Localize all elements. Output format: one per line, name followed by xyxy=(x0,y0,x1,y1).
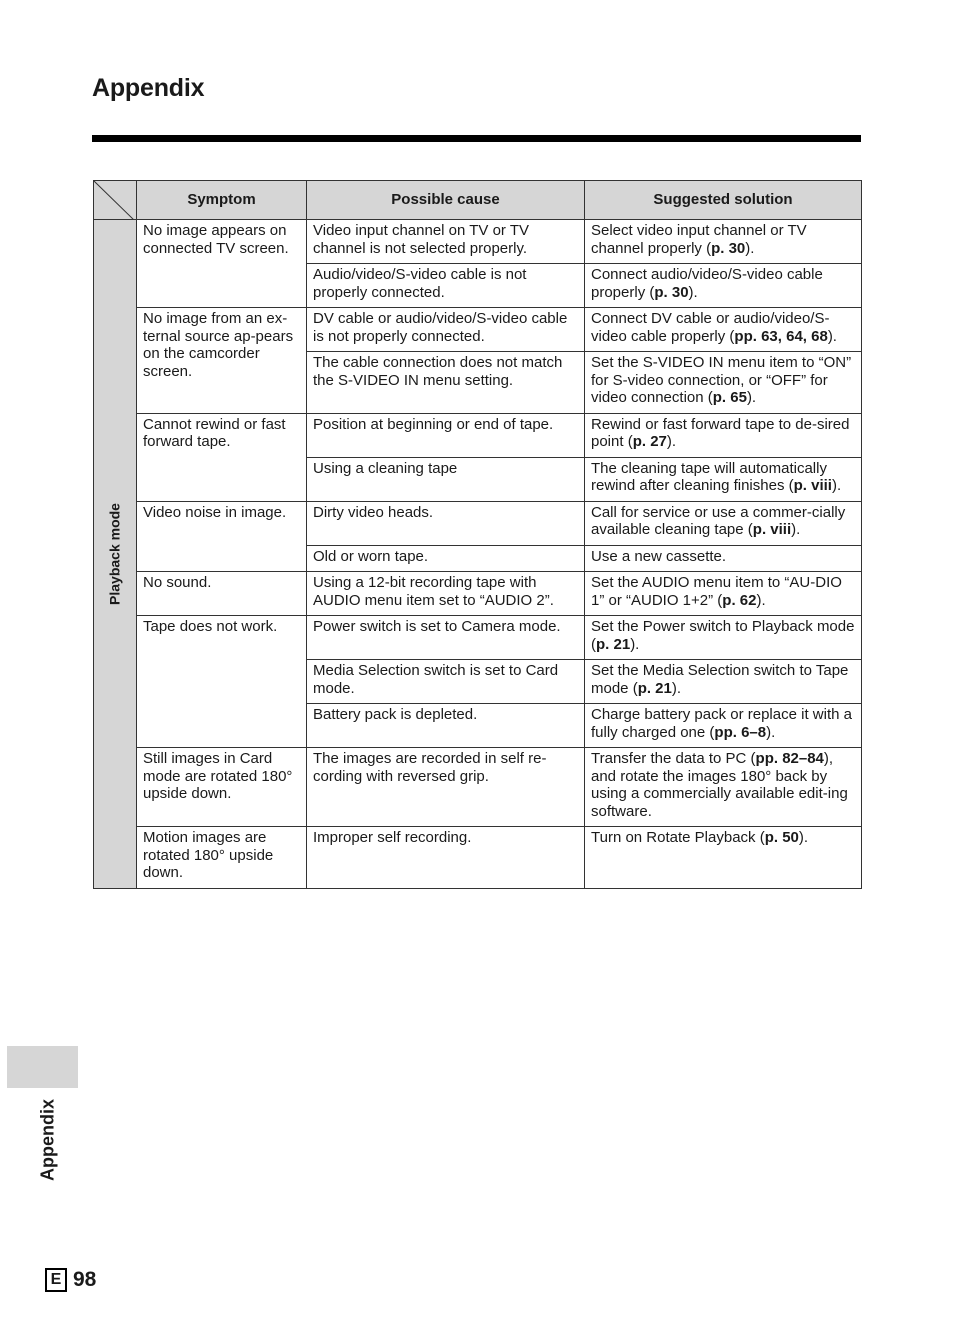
page-footer xyxy=(45,1268,96,1292)
cause-cell: Power switch is set to Camera mode. xyxy=(307,616,585,660)
cause-cell: Media Selection switch is set to Card mode. xyxy=(307,660,585,704)
cause-cell: The images are recorded in self re-cording with reversed grip. xyxy=(307,748,585,827)
cause-cell: Audio/video/S-video cable is not properly connected. xyxy=(307,264,585,308)
solution-text: Rewind or fast forward tape to de-sired point ( xyxy=(591,415,850,450)
solution-cell xyxy=(585,660,862,704)
table-header-row xyxy=(94,181,862,220)
page-reference: p. 50 xyxy=(764,829,799,846)
page-reference: p. viii xyxy=(793,477,832,494)
table-row xyxy=(94,572,862,616)
table-row xyxy=(94,748,862,827)
page-title: Appendix xyxy=(92,74,205,102)
solution-text: ). xyxy=(666,433,677,450)
solution-text: ), and rotate the images 180° back by using a commercially available edit-ing software. xyxy=(591,750,848,820)
page-reference: p. 21 xyxy=(637,679,672,697)
solution-cell xyxy=(585,572,862,616)
page-reference: p. 21 xyxy=(596,635,631,653)
table-row xyxy=(94,308,862,352)
symptom-cell: No image appears on connected TV screen. xyxy=(137,220,307,308)
solution-text: Set the S-VIDEO IN menu item to “ON” for S-video connection, or “OFF” for video connection ( xyxy=(591,354,852,406)
solution-cell xyxy=(585,352,862,414)
page-reference: p. 65 xyxy=(712,389,747,406)
solution-text: Set the Media Selection switch to Tape mode ( xyxy=(591,662,849,697)
cause-cell: Battery pack is depleted. xyxy=(307,704,585,748)
page-reference: p. viii xyxy=(752,521,792,538)
cause-cell: The cable connection does not match the S-VIDEO IN menu setting. xyxy=(307,352,585,414)
solution-text: Connect DV cable or audio/video/S-video cable properly ( xyxy=(591,310,830,345)
solution-text: ). xyxy=(688,283,698,301)
symptom-cell: No sound. xyxy=(137,572,307,616)
header-symptom: Symptom xyxy=(137,181,307,220)
mode-label: Playback mode xyxy=(106,502,123,605)
cause-cell: Position at beginning or end of tape. xyxy=(307,413,585,457)
header-suggested-solution: Suggested solution xyxy=(585,181,862,220)
solution-cell xyxy=(585,457,862,501)
page-reference: pp. 6–8 xyxy=(714,723,767,741)
page-number: 98 xyxy=(73,1268,97,1291)
page-reference: pp. 82–84 xyxy=(755,750,824,767)
cause-cell: Using a cleaning tape xyxy=(307,457,585,501)
solution-text: ). xyxy=(671,679,682,697)
solution-cell xyxy=(585,704,862,748)
solution-cell xyxy=(585,413,862,457)
side-tab xyxy=(7,1046,78,1088)
cause-cell: Improper self recording. xyxy=(307,827,585,889)
solution-text: ). xyxy=(831,477,842,494)
table-body xyxy=(94,220,862,889)
header-corner xyxy=(94,181,137,220)
solution-text: Call for service or use a commer-cially available cleaning tape ( xyxy=(591,503,846,538)
cause-cell: Dirty video heads. xyxy=(307,501,585,545)
cause-cell: Video input channel on TV or TV channel is not selected properly. xyxy=(307,220,585,264)
cause-cell: Old or worn tape. xyxy=(307,545,585,572)
solution-text: ). xyxy=(630,635,640,653)
troubleshooting-table xyxy=(93,180,862,889)
symptom-cell: Cannot rewind or fast forward tape. xyxy=(137,413,307,501)
language-code-box: E xyxy=(45,1268,67,1292)
corner-diagonal-line xyxy=(94,181,137,223)
symptom-cell: Still images in Card mode are rotated 180° upside down. xyxy=(137,748,307,827)
solution-text: Select video input channel or TV channel properly ( xyxy=(591,222,807,257)
solution-text: Charge battery pack or replace it with a fully charged one ( xyxy=(591,706,852,741)
page-reference: p. 30 xyxy=(654,283,689,301)
solution-cell xyxy=(585,264,862,308)
header-possible-cause: Possible cause xyxy=(307,181,585,220)
page-reference: p. 62 xyxy=(722,591,757,609)
solution-text: ). xyxy=(791,521,801,538)
solution-text: Connect audio/video/S-video cable properly ( xyxy=(591,266,823,301)
troubleshooting-table-container xyxy=(93,180,861,889)
cause-cell: DV cable or audio/video/S-video cable is not properly connected. xyxy=(307,308,585,352)
symptom-cell: Tape does not work. xyxy=(137,616,307,748)
page-reference: p. 30 xyxy=(711,239,746,257)
solution-text: ). xyxy=(827,327,837,345)
page-reference: p. 27 xyxy=(632,433,667,450)
symptom-cell: Video noise in image. xyxy=(137,501,307,572)
solution-text: ). xyxy=(746,389,757,406)
solution-cell xyxy=(585,220,862,264)
solution-cell xyxy=(585,748,862,827)
solution-text: Use a new cassette. xyxy=(591,547,727,565)
solution-text: Turn on Rotate Playback ( xyxy=(591,829,765,846)
title-rule xyxy=(92,135,861,142)
solution-cell xyxy=(585,545,862,572)
table-row xyxy=(94,616,862,660)
solution-text: Set the Power switch to Playback mode ( xyxy=(591,618,855,653)
page-reference: pp. 63, 64, 68 xyxy=(734,327,828,345)
solution-cell xyxy=(585,501,862,545)
solution-cell xyxy=(585,308,862,352)
table-row xyxy=(94,827,862,889)
solution-text: ). xyxy=(766,723,776,741)
solution-text: Transfer the data to PC ( xyxy=(591,750,756,767)
symptom-cell: Motion images are rotated 180° upside down. xyxy=(137,827,307,889)
table-row xyxy=(94,501,862,545)
table-row xyxy=(94,413,862,457)
table-row xyxy=(94,220,862,264)
solution-text: The cleaning tape will automatically rewind after cleaning finishes ( xyxy=(591,459,827,494)
mode-cell xyxy=(94,220,137,889)
solution-text: ). xyxy=(756,591,766,609)
solution-text: ). xyxy=(798,829,809,846)
side-tab-label: Appendix xyxy=(37,1098,58,1182)
solution-text: Set the AUDIO menu item to “AU-DIO 1” or “AUDIO 1+2” ( xyxy=(591,574,842,609)
solution-text: ). xyxy=(745,239,755,257)
symptom-cell: No image from an ex-ternal source ap-pears on the camcorder screen. xyxy=(137,308,307,414)
cause-cell: Using a 12-bit recording tape with AUDIO menu item set to “AUDIO 2”. xyxy=(307,572,585,616)
solution-cell xyxy=(585,827,862,889)
solution-cell xyxy=(585,616,862,660)
